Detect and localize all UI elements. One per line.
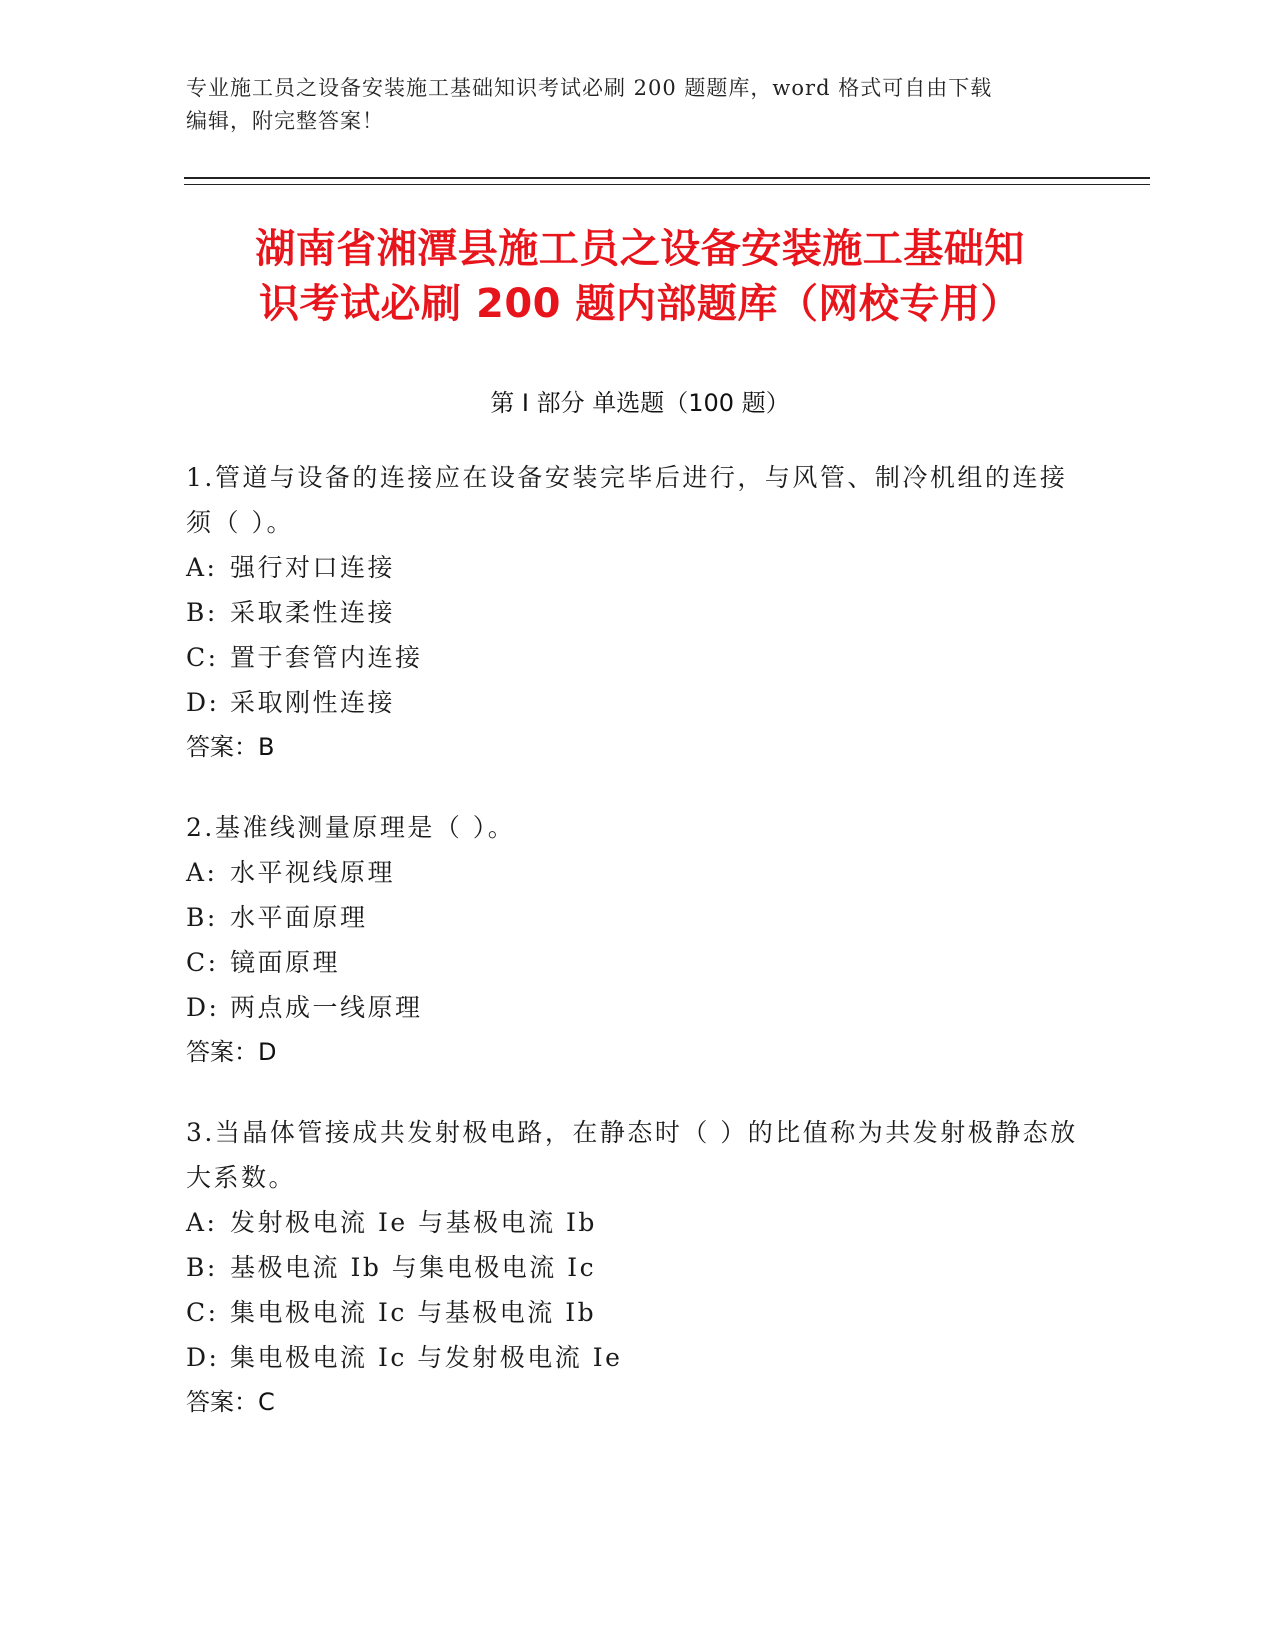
option-key: C: — [186, 1298, 219, 1327]
option-text: 两点成一线原理 — [230, 993, 423, 1022]
option-text: 基极电流 Ib 与集电极电流 Ic — [230, 1253, 597, 1282]
answer: 答案：C — [186, 1388, 275, 1416]
option-text: 强行对口连接 — [230, 553, 396, 582]
option-key: C: — [186, 643, 219, 672]
question-3 — [186, 1110, 1086, 1425]
option-key: D: — [186, 688, 220, 717]
option-text: 集电极电流 Ic 与发射极电流 Ie — [230, 1343, 623, 1372]
document-title-line-1: 湖南省湘潭县施工员之设备安装施工基础知 — [255, 226, 1025, 272]
option-key: C: — [186, 948, 219, 977]
document-title-line-2: 识考试必刷 200 题内部题库（网校专用） — [259, 281, 1021, 327]
option-text: 发射极电流 Ie 与基极电流 Ib — [230, 1208, 597, 1237]
option-a — [186, 545, 1086, 590]
document-title — [180, 222, 1100, 332]
option-c — [186, 940, 1086, 985]
question-text: 3.当晶体管接成共发射极电路，在静态时（ ）的比值称为共发射极静态放大系数。 — [186, 1118, 1078, 1192]
answer: 答案：D — [186, 1038, 277, 1066]
option-text: 水平视线原理 — [230, 858, 396, 887]
header-divider-thin — [184, 184, 1150, 185]
option-key: B: — [186, 598, 218, 627]
option-key: D: — [186, 993, 220, 1022]
option-key: D: — [186, 1343, 220, 1372]
option-key: A: — [186, 858, 218, 887]
option-key: B: — [186, 903, 218, 932]
option-d — [186, 680, 1086, 725]
option-b — [186, 590, 1086, 635]
option-a — [186, 850, 1086, 895]
option-key: A: — [186, 553, 218, 582]
option-key: A: — [186, 1208, 218, 1237]
header-divider-thick — [184, 177, 1150, 179]
option-c — [186, 635, 1086, 680]
option-c — [186, 1290, 1086, 1335]
option-text: 采取柔性连接 — [230, 598, 396, 627]
question-2 — [186, 805, 1086, 1075]
option-text: 集电极电流 Ic 与基极电流 Ib — [230, 1298, 597, 1327]
question-text: 1.管道与设备的连接应在设备安装完毕后进行，与风管、制冷机组的连接须（ ）。 — [186, 463, 1068, 537]
option-text: 采取刚性连接 — [230, 688, 396, 717]
header-note-line-2: 编辑，附完整答案！ — [186, 109, 384, 133]
option-text: 置于套管内连接 — [230, 643, 423, 672]
option-a — [186, 1200, 1086, 1245]
answer: 答案：B — [186, 733, 275, 761]
question-1 — [186, 455, 1086, 770]
option-key: B: — [186, 1253, 218, 1282]
option-d — [186, 1335, 1086, 1380]
option-text: 水平面原理 — [230, 903, 368, 932]
header-note-line-1: 专业施工员之设备安装施工基础知识考试必刷 200 题题库，word 格式可自由下载 — [186, 76, 993, 100]
header-note — [186, 72, 1086, 138]
option-text: 镜面原理 — [230, 948, 341, 977]
option-b — [186, 1245, 1086, 1290]
question-text: 2.基准线测量原理是（ ）。 — [186, 813, 516, 842]
option-d — [186, 985, 1086, 1030]
option-b — [186, 895, 1086, 940]
section-title: 第 I 部分 单选题（100 题） — [490, 389, 790, 417]
